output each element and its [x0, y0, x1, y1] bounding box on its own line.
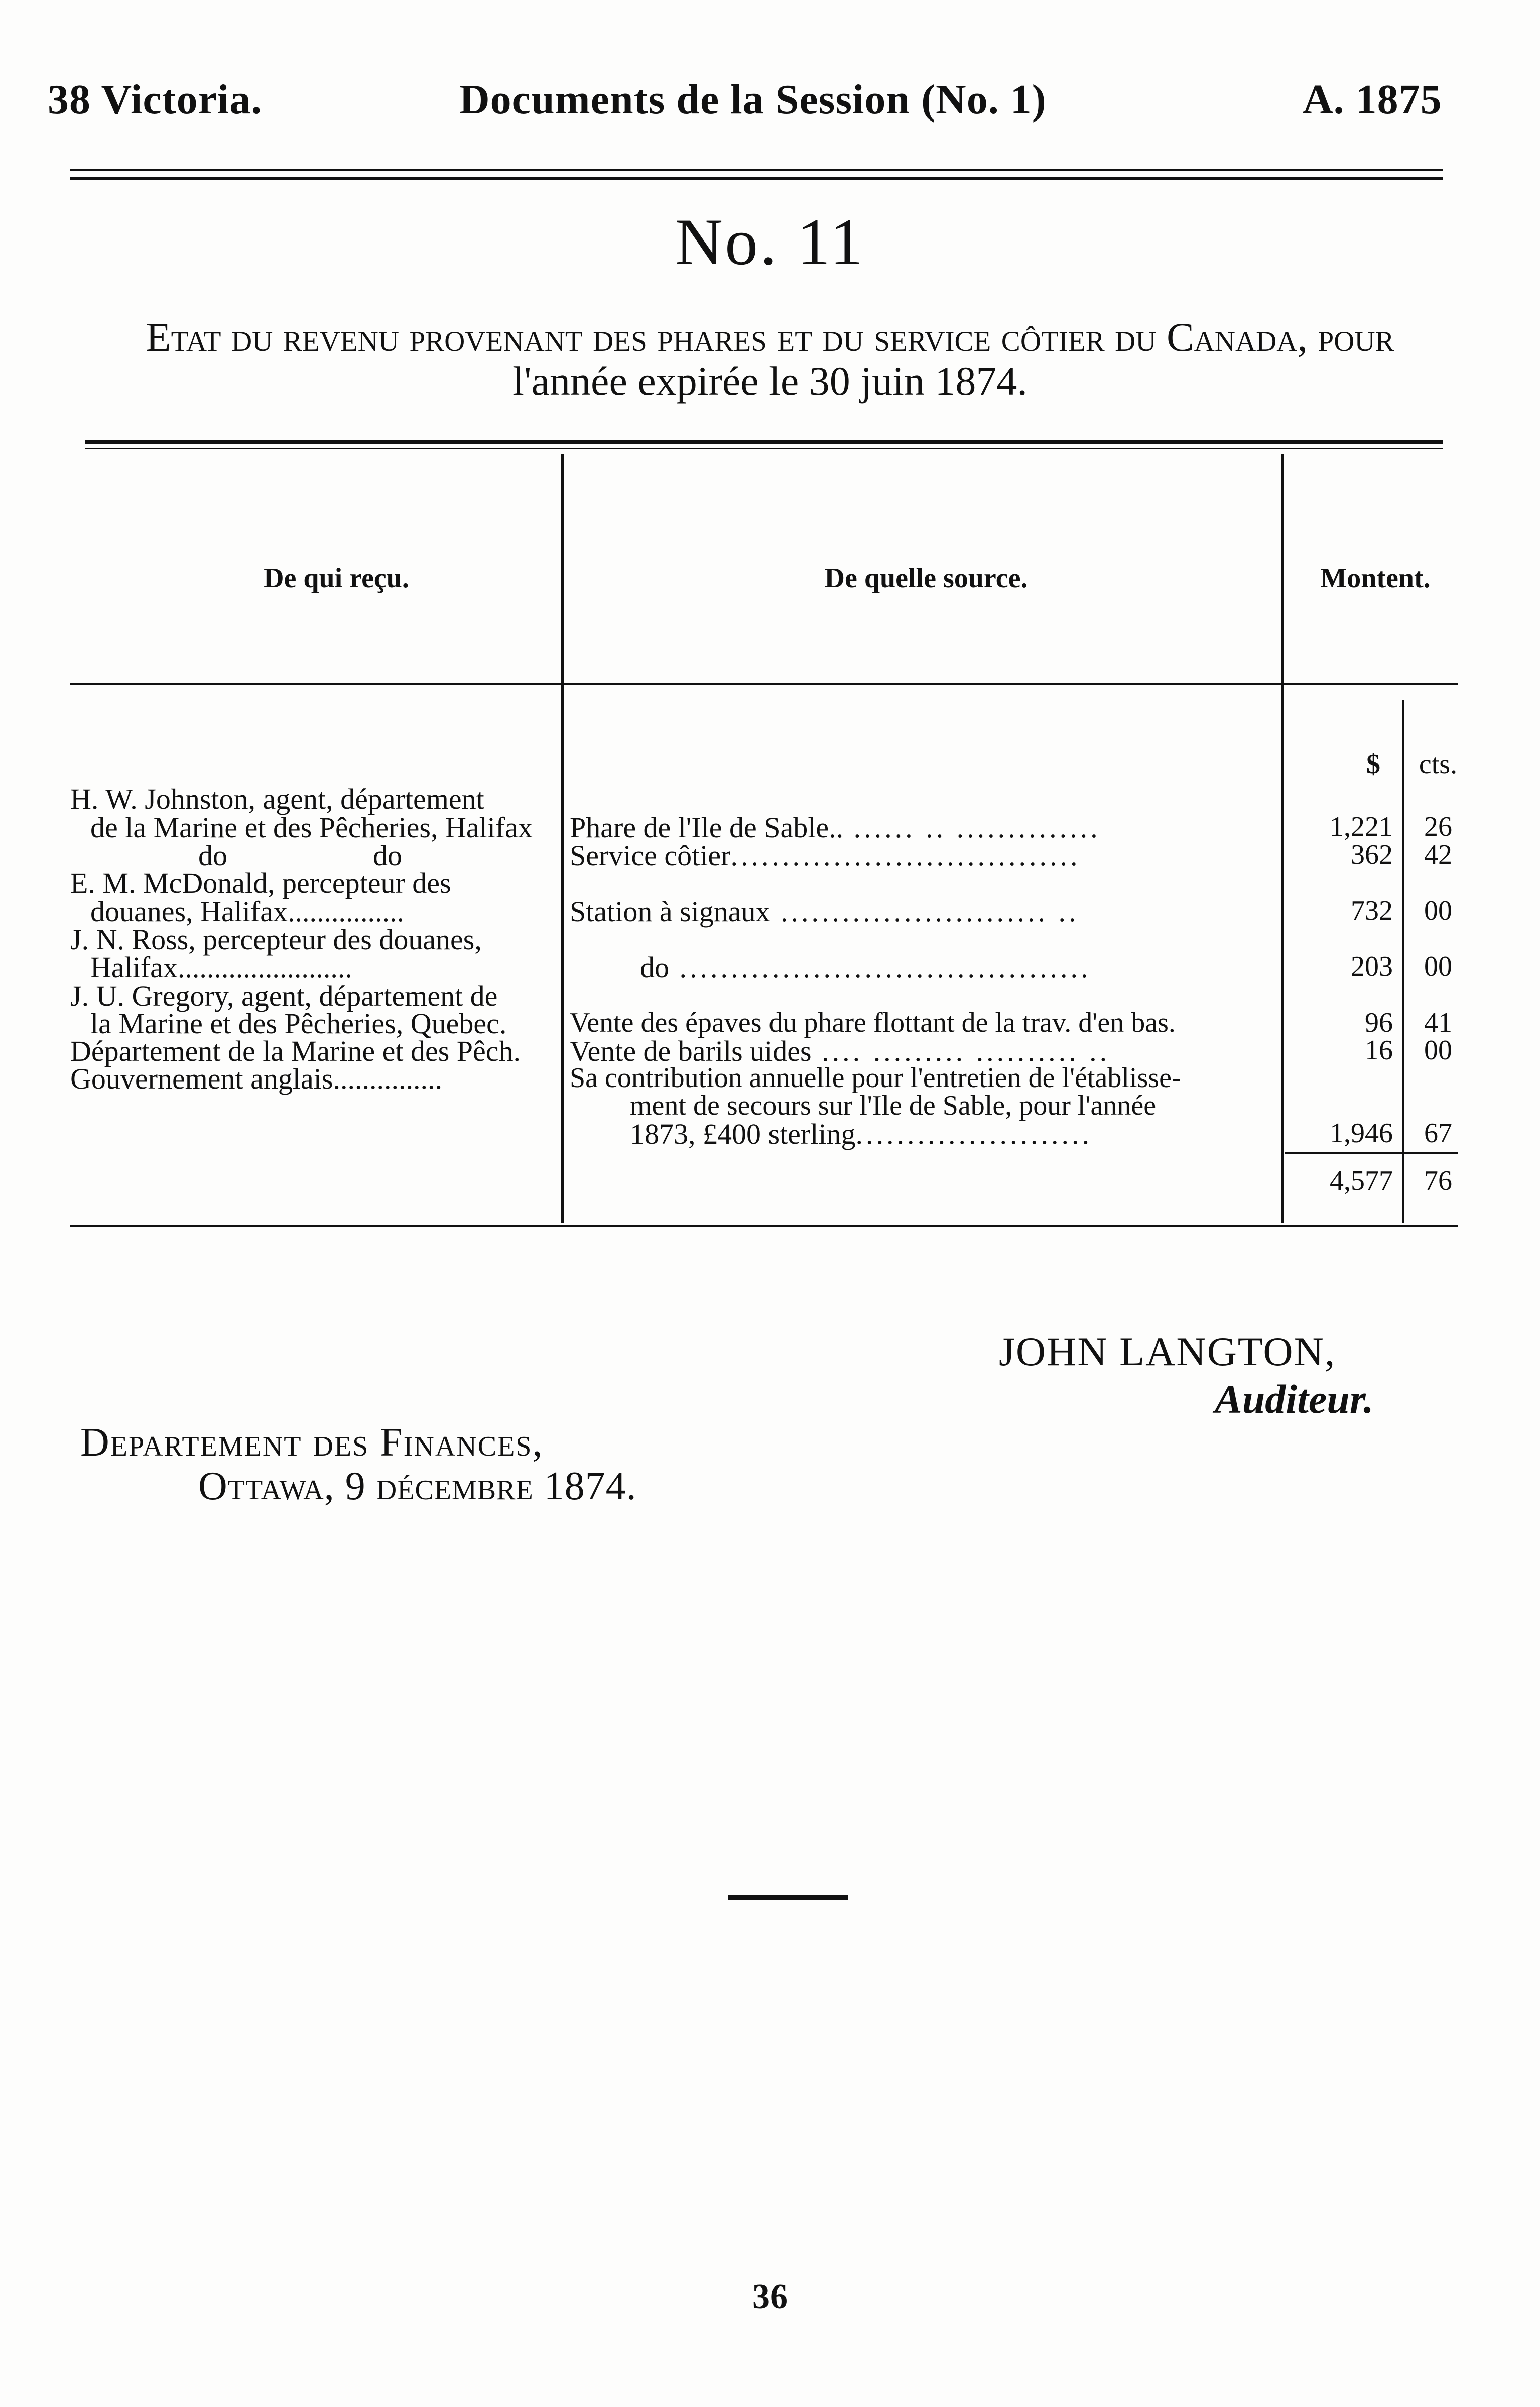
leader-dots: .... ......... .......... ..	[811, 1035, 1110, 1067]
table-top-rule-thin	[85, 448, 1443, 449]
column-divider-2	[1281, 454, 1284, 1223]
header-bottom-rule	[70, 683, 1458, 685]
running-head-center: Documents de la Session (No. 1)	[459, 76, 1047, 123]
document-number: No. 11	[675, 205, 865, 279]
column-divider-1	[561, 454, 564, 1223]
page-number: 36	[752, 2277, 788, 2316]
payer-1-line-1: H. W. Johnston, agent, département	[70, 783, 484, 815]
title-line-2: l'année expirée le 30 juin 1874.	[512, 358, 1028, 404]
source-7-line-1: Sa contribution annuelle pour l'entretien de l'établisse-	[570, 1062, 1181, 1094]
amount-6-cents: 00	[1424, 1035, 1452, 1066]
source-7-line-3-text: 1873, £400 sterling	[630, 1118, 856, 1150]
header-rule-bottom	[70, 177, 1443, 180]
amount-7-dollars: 1,946	[1330, 1118, 1393, 1149]
payer-5-line-2: la Marine et des Pêcheries, Quebec.	[90, 1007, 507, 1040]
source-4	[640, 950, 1091, 984]
column-header-source: De quelle source.	[824, 563, 1028, 594]
leader-dots: ...... .. ..............	[843, 811, 1101, 844]
payer-2: do do	[198, 839, 402, 872]
total-rule	[1285, 1152, 1458, 1154]
amount-3-dollars: 732	[1351, 895, 1393, 926]
header-rule-top	[70, 169, 1443, 171]
payer-1-line-2: de la Marine et des Pêcheries, Halifax	[90, 811, 533, 844]
payer-3-line-2: douanes, Halifax................	[90, 895, 404, 928]
cents-divider	[1402, 700, 1404, 1223]
source-1-text: Phare de l'Ile de Sable..	[570, 811, 844, 844]
amount-6-dollars: 16	[1365, 1035, 1393, 1066]
column-header-amount: Montent.	[1320, 563, 1431, 594]
leader-dots: .......................... ..	[770, 895, 1079, 928]
amount-4-dollars: 203	[1351, 951, 1393, 982]
source-5: Vente des épaves du phare flottant de la trav. d'en bas.	[570, 1007, 1176, 1038]
amount-5-cents: 41	[1424, 1007, 1452, 1038]
source-6-text: Vente de barils uides	[570, 1035, 812, 1067]
leader-dots: .......................	[855, 1118, 1092, 1150]
payer-4-line-2: Halifax........................	[90, 951, 352, 984]
table-bottom-rule	[70, 1225, 1458, 1227]
amount-1-cents: 26	[1424, 811, 1452, 843]
amount-3-cents: 00	[1424, 895, 1452, 926]
ornament-rule	[728, 1895, 848, 1900]
amount-2-cents: 42	[1424, 839, 1452, 870]
source-7-line-3	[630, 1117, 1092, 1151]
source-3	[570, 895, 1079, 928]
cents-unit: cts.	[1419, 749, 1458, 780]
amount-7-cents: 67	[1424, 1118, 1452, 1149]
running-head-left: 38 Victoria.	[48, 76, 263, 123]
title-line-1: Etat du revenu provenant des phares et du service côtier du Canada, pour	[146, 314, 1394, 360]
source-7-line-2: ment de secours sur l'Ile de Sable, pour l'année	[630, 1090, 1157, 1121]
payer-4-line-1: J. N. Ross, percepteur des douanes,	[70, 923, 482, 956]
department-line: Departement des Finances,	[80, 1420, 544, 1465]
payer-6: Département de la Marine et des Pêch.	[70, 1035, 521, 1067]
amount-5-dollars: 96	[1365, 1007, 1393, 1038]
place-date-line: Ottawa, 9 décembre 1874.	[198, 1464, 637, 1508]
dollars-unit: $	[1366, 749, 1380, 780]
leader-dots: ..................................	[730, 839, 1081, 872]
payer-3-line-1: E. M. McDonald, percepteur des	[70, 867, 451, 899]
source-2	[570, 838, 1080, 872]
signer-name: JOHN LANGTON,	[999, 1329, 1336, 1374]
total-cents: 76	[1424, 1165, 1452, 1196]
column-header-from-whom: De qui reçu.	[264, 563, 409, 594]
amount-1-dollars: 1,221	[1330, 811, 1393, 843]
amount-4-cents: 00	[1424, 951, 1452, 982]
source-3-text: Station à signaux	[570, 895, 771, 928]
amount-2-dollars: 362	[1351, 839, 1393, 870]
leader-dots: ........................................	[669, 951, 1091, 984]
source-2-text: Service côtier	[570, 839, 731, 872]
running-head-right: A. 1875	[1303, 76, 1442, 123]
source-4-text: do	[640, 951, 669, 984]
signer-title: Auditeur.	[1215, 1376, 1374, 1422]
payer-5-line-1: J. U. Gregory, agent, département de	[70, 980, 498, 1012]
table-top-rule-thick	[85, 440, 1443, 444]
total-dollars: 4,577	[1330, 1165, 1393, 1196]
payer-7: Gouvernement anglais...............	[70, 1062, 442, 1095]
